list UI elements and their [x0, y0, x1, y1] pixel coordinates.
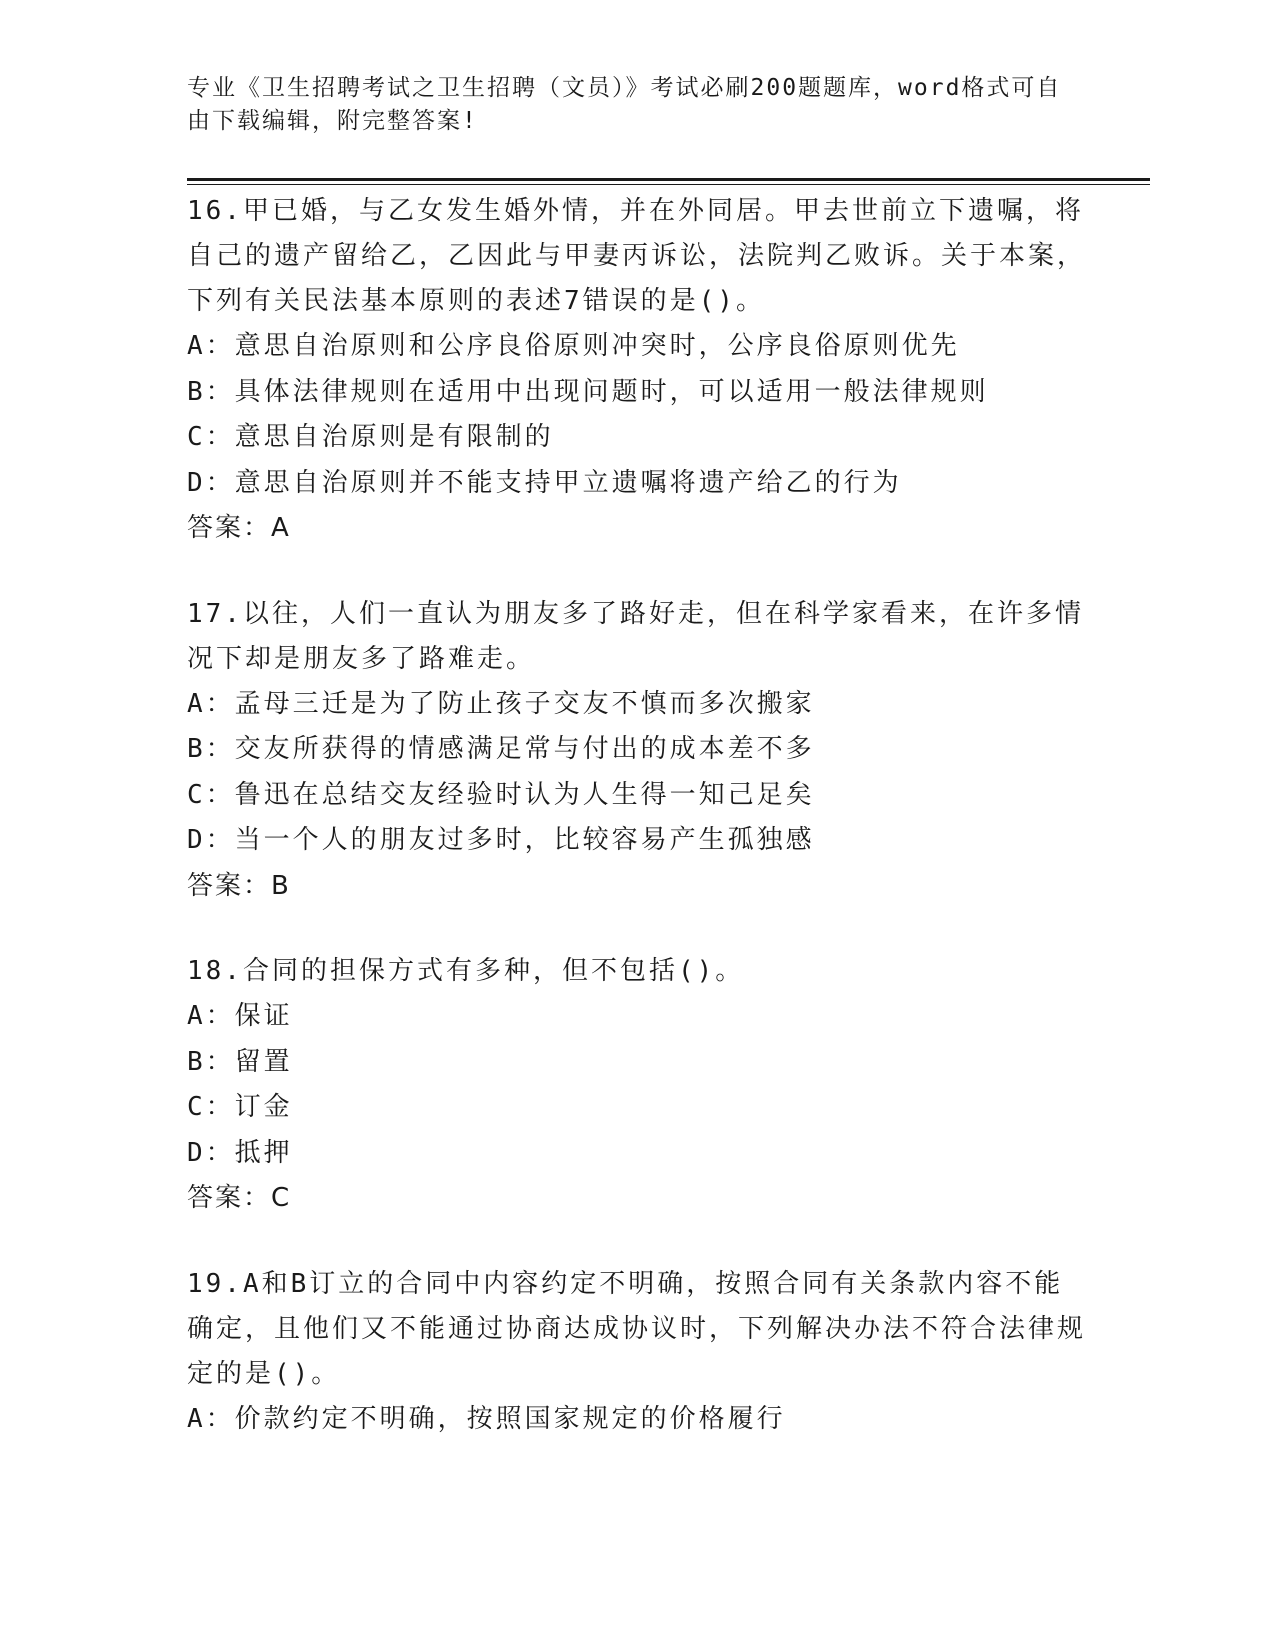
option-a: A：保证	[187, 1001, 293, 1031]
option-d: D：当一个人的朋友过多时，比较容易产生孤独感	[187, 825, 815, 855]
option-b: B：具体法律规则在适用中出现问题时，可以适用一般法律规则	[187, 376, 989, 407]
option-c: C：鲁迅在总结交友经验时认为人生得一知己足矣	[187, 779, 815, 810]
option-b: B：留置	[187, 1046, 293, 1077]
question-text: 17.以往，人们一直认为朋友多了路好走，但在科学家看来，在许多情况下却是朋友多了路难走。	[187, 598, 1084, 674]
option-a: A：价款约定不明确，按照国家规定的价格履行	[187, 1403, 786, 1434]
question-text: 18.合同的担保方式有多种，但不包括()。	[187, 956, 745, 986]
option-a: A：孟母三迁是为了防止孩子交友不慎而多次搬家	[187, 688, 815, 719]
option-d: D：意思自治原则并不能支持甲立遗嘱将遗产给乙的行为	[187, 467, 902, 498]
document-header: 专业《卫生招聘考试之卫生招聘（文员）》考试必刷200题题库，word格式可自由下载编辑，附完整答案!	[187, 75, 1062, 134]
option-b: B：交友所获得的情感满足常与付出的成本差不多	[187, 734, 815, 764]
answer-line: 答案：A	[187, 513, 291, 543]
answer-line: 答案：B	[187, 870, 291, 901]
answer-line: 答案：C	[187, 1183, 292, 1213]
option-c: C：订金	[187, 1092, 293, 1122]
question-16	[187, 189, 1087, 552]
question-text: 19.A和B订立的合同中内容约定不明确，按照合同有关条款内容不能确定，且他们又不能通过协商达成协议时，下列解决办法不符合法律规定的是()。	[187, 1268, 1087, 1389]
header-divider-thick	[187, 178, 1150, 181]
option-c: C：意思自治原则是有限制的	[187, 422, 554, 452]
question-18	[187, 949, 1087, 1222]
question-17	[187, 592, 1087, 910]
question-19	[187, 1262, 1087, 1443]
header-divider-thin	[187, 184, 1150, 185]
question-list	[187, 189, 1087, 1482]
option-d: D：抵押	[187, 1137, 293, 1168]
option-a: A：意思自治原则和公序良俗原则冲突时，公序良俗原则优先	[187, 331, 960, 361]
question-text: 16.甲已婚，与乙女发生婚外情，并在外同居。甲去世前立下遗嘱，将自己的遗产留给乙，乙因此与甲妻丙诉讼，法院判乙败诉。关于本案，下列有关民法基本原则的表述7错误的是()。	[187, 196, 1087, 316]
